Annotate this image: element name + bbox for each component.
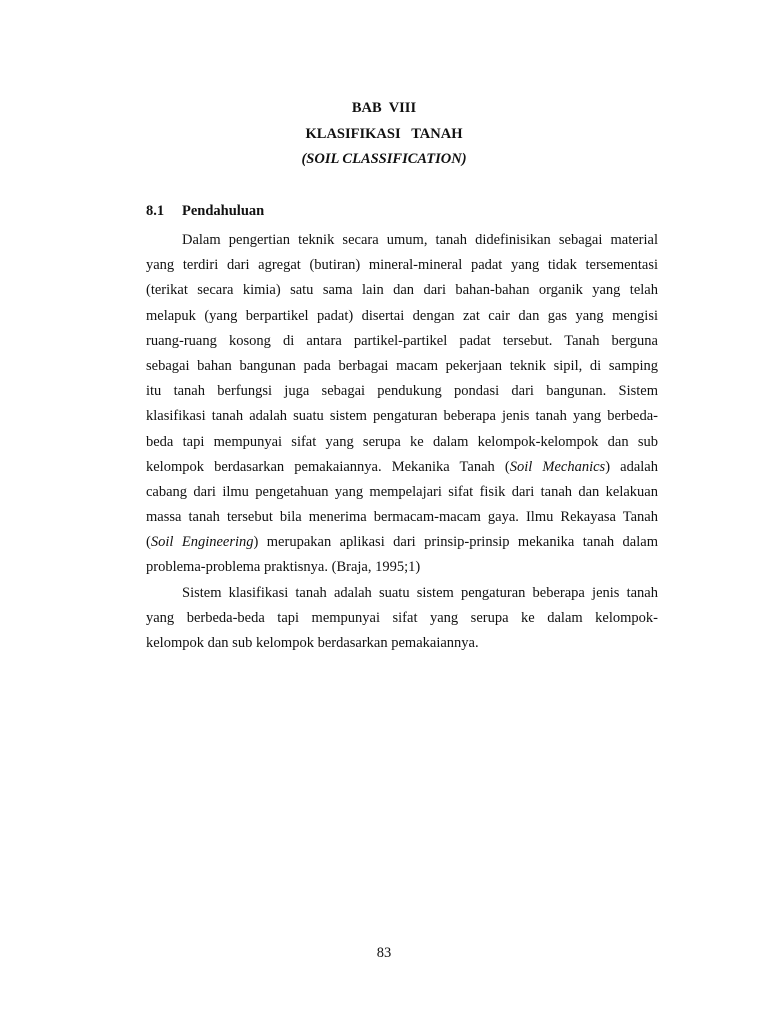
- paragraph-line: itu tanah berfungsi juga sebagai pendukung pondasi dari bangunan. Sistem: [146, 383, 658, 400]
- chapter-subtitle: (SOIL CLASSIFICATION): [301, 151, 467, 167]
- chapter-label: BAB VIII: [351, 100, 417, 116]
- section-title: Pendahuluan: [182, 203, 265, 219]
- paragraph-line: Dalam pengertian teknik secara umum, tanah didefinisikan sebagai material: [182, 232, 658, 248]
- paragraph-line: sebagai bahan bangunan pada berbagai macam pekerjaan teknik sipil, di samping: [146, 357, 658, 374]
- paragraph-line: beda tapi mempunyai sifat yang serupa ke dalam kelompok-kelompok dan sub: [146, 433, 658, 450]
- paragraph-line: yang terdiri dari agregat (butiran) mineral-mineral padat yang tidak tersementasi: [146, 257, 658, 274]
- paragraph-line: massa tanah tersebut bila menerima bermacam-macam gaya. Ilmu Rekayasa Tanah: [146, 509, 658, 526]
- paragraph-2: [146, 581, 658, 657]
- text-span: ) adalah: [605, 458, 658, 475]
- paragraph-line: ruang-ruang kosong di antara partikel-partikel padat tersebut. Tanah berguna: [146, 332, 658, 349]
- paragraph-line: kelompok dan sub kelompok berdasarkan pemakaiannya.: [146, 635, 479, 652]
- text-span: ) merupakan aplikasi dari prinsip-prinsip mekanika tanah dalam: [253, 534, 658, 551]
- paragraph-line: yang berbeda-beda tapi mempunyai sifat yang serupa ke dalam kelompok-: [146, 610, 658, 627]
- text-span: (: [146, 534, 151, 551]
- section-heading: [146, 203, 264, 220]
- paragraph-line: [146, 530, 658, 555]
- paragraph-line: klasifikasi tanah adalah suatu sistem pengaturan beberapa jenis tanah yang berbeda-: [146, 408, 658, 425]
- italic-term-soil-engineering: Soil Engineering: [150, 534, 254, 551]
- paragraph-line: problema-problema praktisnya. (Braja, 1995;1): [146, 559, 421, 576]
- page-number: 83: [376, 945, 392, 961]
- paragraph-1: [146, 228, 658, 581]
- text-span: kelompok berdasarkan pemakaiannya. Mekanika Tanah (: [146, 458, 510, 475]
- paragraph-line: [146, 455, 658, 480]
- chapter-title: KLASIFIKASI TANAH: [305, 126, 463, 142]
- paragraph-line: (terikat secara kimia) satu sama lain dan dari bahan-bahan organik yang telah: [146, 282, 658, 299]
- paragraph-line: cabang dari ilmu pengetahuan yang mempelajari sifat fisik dari tanah dan kelakuan: [146, 483, 658, 500]
- paragraph-line: melapuk (yang berpartikel padat) disertai dengan zat cair dan gas yang mengisi: [146, 307, 658, 324]
- section-number: 8.1: [146, 203, 165, 219]
- italic-term-soil-mechanics: Soil Mechanics: [509, 458, 606, 475]
- paragraph-line: Sistem klasifikasi tanah adalah suatu sistem pengaturan beberapa jenis tanah: [182, 585, 658, 601]
